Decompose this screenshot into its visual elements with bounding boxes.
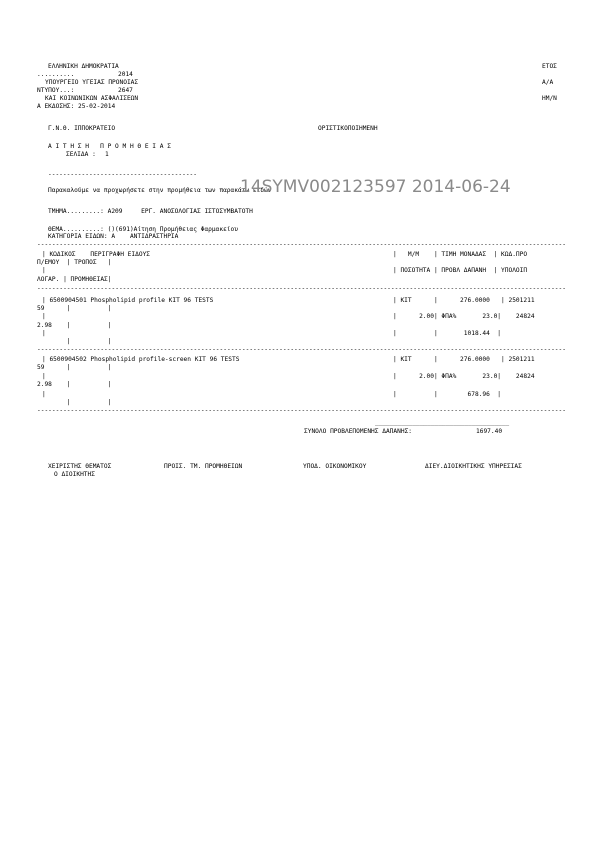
table-rule: ---------------------------------------------------------------------------------------------------------------------------------------------- xyxy=(37,346,566,353)
form-number-label: ΝΤΥΠΟΥ...: xyxy=(37,87,75,94)
hospital-name: Γ.Ν.Θ. ΙΠΠΟΚΡΑΤΕΙΟ xyxy=(48,125,116,132)
year-label: ΕΤΟΣ xyxy=(542,63,557,70)
table-row-cont: 59 | | xyxy=(37,305,112,312)
table-row-cont: | xyxy=(42,373,46,380)
total-label: ΣΥΝΟΛΟ ΠΡΟΒΛΕΠΟΜΕΝΗΣ ΔΑΠΑΝΗΣ: xyxy=(304,428,413,435)
signature-governor: Ο ΔΙΟΙΚΗΤΗΣ xyxy=(54,471,95,478)
table-header-3-right: | ΠΟΣΟΤΗΤΑ | ΠΡΟΒΛ ΔΑΠΑΝΗ | ΥΠΟΛΟΙΠ xyxy=(393,267,528,274)
form-number-value: 2647 xyxy=(118,87,133,94)
page-number: 1 xyxy=(105,151,109,158)
table-rule-top: ---------------------------------------------------------------------------------------------------------------------------------------------- xyxy=(37,241,566,248)
category-line: ΚΑΤΗΓΟΡΙΑ ΕΙΔΩΝ: Α ΑΝΤΙΔΡΑΣΤΗΡΙΑ xyxy=(48,233,179,240)
ministry-line-2: ΚΑΙ ΚΟΙΝΩΝΙΚΩΝ ΑΣΦΑΛΙΣΕΩΝ xyxy=(45,95,139,102)
table-header-2: Π/ΕΜΟΥ | ΤΡΟΠΟΣ | xyxy=(37,259,112,266)
table-row-qty: | 2.00| ΦΠΑ% 23.0| 24824 xyxy=(393,313,535,320)
ministry-line: ΥΠΟΥΡΓΕΙΟ ΥΓΕΙΑΣ ΠΡΟΝΟΙΑΣ xyxy=(45,79,139,86)
table-header-3: | xyxy=(42,267,46,274)
header-separator: ---------------------------------------- xyxy=(48,171,198,178)
table-row-cont: 2.98 | | xyxy=(37,381,112,388)
total-rule: ____________________________________ xyxy=(375,419,510,426)
signature-procurement-head: ΠΡΟΙΣ. ΤΜ. ΠΡΟΜΗΘΕΙΩΝ xyxy=(164,463,243,470)
table-row-cont: | | xyxy=(37,399,112,406)
table-row-cont: | xyxy=(42,313,46,320)
total-value: 1697.40 xyxy=(476,428,503,435)
table-row-cont: | xyxy=(42,330,46,337)
table-row-cont: | | xyxy=(37,338,112,345)
page-label: ΣΕΛΙΔΑ : xyxy=(66,151,96,158)
issue-date: Α ΕΚΔΟΣΗΣ: 25-02-2014 xyxy=(37,103,116,110)
signature-handler: ΧΕΙΡΙΣΤΗΣ ΘΕΜΑΤΟΣ xyxy=(48,463,112,470)
dots-filler: .......... xyxy=(37,71,75,78)
table-row-cost: | | 1018.44 | xyxy=(393,330,502,337)
year-value: 2014 xyxy=(118,71,133,78)
table-row-right: | KIT | 276.0000 | 2501211 xyxy=(393,356,535,363)
table-row: | 6500904502 Phospholipid profile-screen KIT 96 TESTS xyxy=(42,356,240,363)
signature-finance-deputy: ΥΠΟΔ. ΟΙΚΟΝΟΜΙΚΟΥ xyxy=(303,463,367,470)
table-rule-bottom: ---------------------------------------------------------------------------------------------------------------------------------------------- xyxy=(37,407,566,414)
table-rule: ---------------------------------------------------------------------------------------------------------------------------------------------- xyxy=(37,285,566,292)
table-header-4: ΛΟΓΑΡ. | ΠΡΟΜΗΘΕΙΑΣ| xyxy=(37,276,112,283)
serial-label: Α/Α xyxy=(542,79,554,86)
table-row-cont: | xyxy=(42,391,46,398)
please-text: Παρακαλούμε να προχωρήσετε στην προμήθεια των παρακάτω ειδών xyxy=(48,187,272,194)
country-header: ΕΛΛΗΝΙΚΗ ΔΗΜΟΚΡΑΤΙΑ xyxy=(48,63,119,70)
date-label: ΗΜ/Ν xyxy=(542,95,557,102)
table-row: | 6500904501 Phospholipid profile KIT 96 TESTS xyxy=(42,297,214,304)
request-title: Α Ι Τ Η Σ Η Π Ρ Ο Μ Η Θ Ε Ι Α Σ xyxy=(48,143,171,150)
subject-line: ΘΕΜΑ..........: ()(691)Αίτηση Προμήθειας Φαρμακείου xyxy=(48,226,238,233)
table-row-cost: | | 678.96 | xyxy=(393,391,502,398)
table-header-1: | ΚΩΔΙΚΟΣ ΠΕΡΙΓΡΑΦΗ ΕΙΔΟΥΣ xyxy=(42,251,151,258)
table-row-cont: 59 | | xyxy=(37,364,112,371)
table-row-right: | KIT | 276.0000 | 2501211 xyxy=(393,297,535,304)
table-row-qty: | 2.00| ΦΠΑ% 23.0| 24824 xyxy=(393,373,535,380)
department-line: ΤΜΗΜΑ.........: Α209 ΕΡΓ. ΑΝΟΣΟΛΟΓΙΑΣ ΙΣΤΟΣΥΜΒΑΤΟΤΗ xyxy=(48,208,253,215)
table-header-1-right: | Μ/Μ | ΤΙΜΗ ΜΟΝΑΔΑΣ | ΚΩΔ.ΠΡΟ xyxy=(393,251,528,258)
status-text: ΟΡΙΣΤΙΚΟΠΟΙΗΜΕΝΗ xyxy=(318,125,378,132)
signature-admin-director: ΔΙΕΥ.ΔΙΟΙΚΗΤΙΚΗΣ ΥΠΗΡΕΣΙΑΣ xyxy=(425,463,522,470)
watermark: 14SYMV002123597 2014-06-24 xyxy=(240,177,511,197)
table-row-cont: 2.98 | | xyxy=(37,322,112,329)
